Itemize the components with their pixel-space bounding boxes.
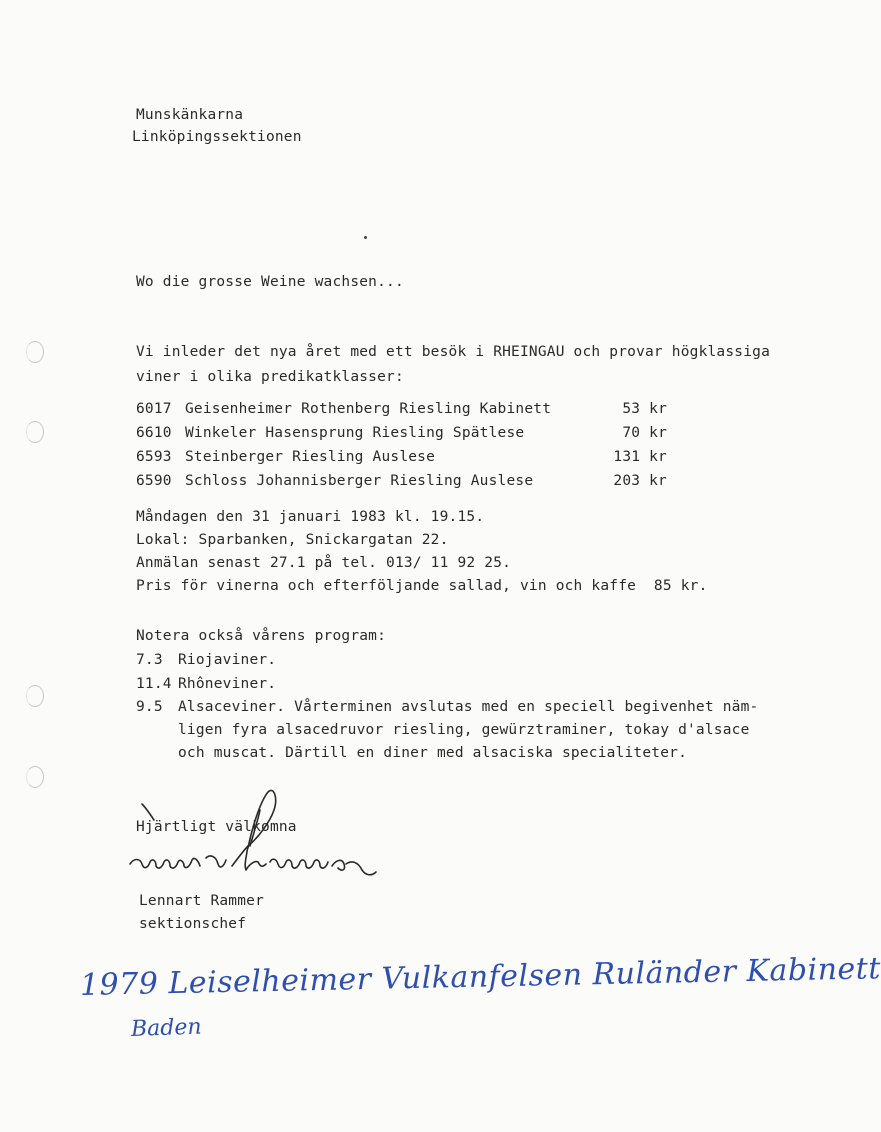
wine-price: 131 kr [613,449,667,465]
wine-code: 6017 [136,401,172,417]
program-date: 7.3 [136,652,163,668]
program-text: Riojaviner. [178,652,277,668]
program-date: 9.5 [136,699,163,715]
tagline: Wo die grosse Weine wachsen... [136,274,404,290]
handwritten-note-line-1: 1979 Leiselheimer Vulkanfelsen Ruländer Kabinett [79,951,881,1003]
wine-price: 53 kr [622,401,667,417]
program-text: Alsaceviner. Vårterminen avslutas med en speciell begivenhet näm- [178,699,759,715]
wine-name: Winkeler Hasensprung Riesling Spätlese [185,425,525,441]
program-continuation: ligen fyra alsacedruvor riesling, gewürztraminer, tokay d'alsace [178,722,750,738]
wine-price: 203 kr [613,473,667,489]
greeting: Hjärtligt välkomna [136,819,297,835]
wine-price: 70 kr [622,425,667,441]
wine-code: 6590 [136,473,172,489]
punch-hole-3 [26,685,44,707]
punch-hole-1 [26,341,44,363]
wine-code: 6593 [136,449,172,465]
event-price: Pris för vinerna och efterföljande sallad, vin och kaffe 85 kr. [136,578,708,594]
wine-code: 6610 [136,425,172,441]
program-heading: Notera också vårens program: [136,628,387,644]
intro-line-1: Vi inleder det nya året med ett besök i RHEINGAU och provar högklassiga [136,344,771,360]
intro-line-2: viner i olika predikatklasser: [136,369,404,385]
event-venue: Lokal: Sparbanken, Snickargatan 22. [136,532,449,548]
program-date: 11.4 [136,676,172,692]
punch-hole-2 [26,421,44,443]
org-name: Munskänkarna [136,107,244,123]
stray-mark [364,236,367,239]
punch-hole-4 [26,766,44,788]
wine-name: Schloss Johannisberger Riesling Auslese [185,473,534,489]
wine-name: Steinberger Riesling Auslese [185,449,436,465]
handwritten-note-line-2: Baden [130,1014,202,1042]
program-text: Rhôneviner. [178,676,277,692]
signer-title: sektionschef [139,916,247,932]
section-name: Linköpingssektionen [132,129,302,145]
event-signup: Anmälan senast 27.1 på tel. 013/ 11 92 25. [136,555,512,571]
signature [120,780,380,890]
wine-name: Geisenheimer Rothenberg Riesling Kabinett [185,401,552,417]
program-continuation: och muscat. Därtill en diner med alsaciska specialiteter. [178,745,687,761]
event-date: Måndagen den 31 januari 1983 kl. 19.15. [136,509,485,525]
signer-name: Lennart Rammer [139,893,265,909]
